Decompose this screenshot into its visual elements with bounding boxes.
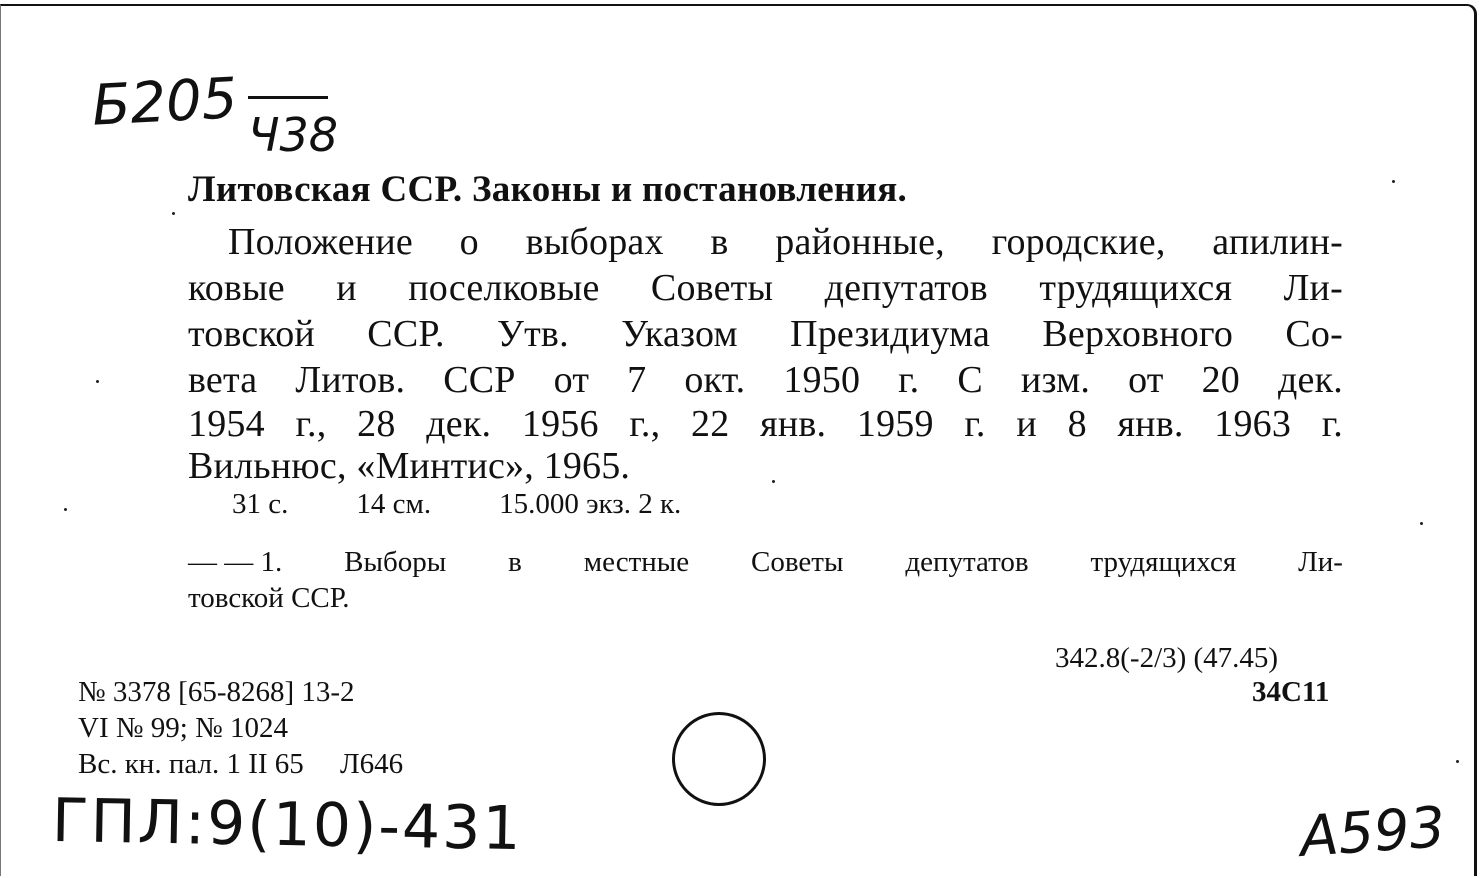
call-number-top: Б205	[90, 66, 239, 139]
tracing-word: в	[508, 546, 522, 578]
call-number-bottom: Ч38	[248, 108, 339, 162]
body-word: о	[459, 221, 479, 263]
tracing-word: трудящихся	[1090, 546, 1237, 578]
body-word: выборах	[525, 221, 664, 263]
body-line-4	[188, 358, 1343, 402]
body-word: трудящихся	[1039, 267, 1233, 309]
body-word: ССР.	[367, 313, 445, 355]
body-word: Указом	[621, 313, 738, 355]
tracing-word: Выборы	[344, 546, 447, 578]
body-word: районные,	[775, 221, 945, 263]
body-word: товской	[188, 313, 315, 355]
body-word: и	[336, 267, 357, 309]
collation-copies-price: 15.000 экз. 2 к.	[499, 488, 682, 520]
body-word: 1956	[521, 403, 599, 445]
body-line-5	[188, 402, 1343, 446]
footer-line-3: Вс. кн. пал. 1 II 65 Л646	[78, 748, 404, 780]
body-word: Президиума	[790, 313, 991, 355]
speck	[172, 212, 175, 215]
body-word: г.	[964, 403, 986, 445]
call-number-rule	[248, 96, 328, 99]
body-word: С	[957, 359, 983, 401]
body-word: 8	[1067, 403, 1087, 445]
body-word: дек.	[1278, 359, 1343, 401]
speck	[64, 508, 67, 511]
classification: 342.8(-2/3) (47.45)	[1055, 642, 1279, 674]
body-word: и	[1016, 403, 1037, 445]
body-word: апилин-	[1212, 221, 1343, 263]
body-line-1	[188, 220, 1343, 264]
body-word: Со-	[1285, 313, 1343, 355]
speck	[772, 480, 775, 483]
body-word: Ли-	[1283, 267, 1343, 309]
body-word: янв.	[1117, 403, 1184, 445]
tracing-word: Советы	[751, 546, 844, 578]
speck	[1456, 760, 1459, 763]
body-word: г.	[1321, 403, 1343, 445]
collation-pages: 31 с.	[232, 488, 289, 520]
body-word: г.,	[295, 403, 327, 445]
handwritten-shelf-mark: ГПЛ:9(10)-431	[51, 785, 524, 865]
author-mark: 34С11	[1252, 676, 1330, 708]
imprint: Вильнюс, «Минтис», 1965.	[188, 445, 631, 487]
footer-line-2: VI № 99; № 1024	[78, 712, 288, 744]
collation	[232, 488, 681, 521]
body-word: поселковые	[408, 267, 600, 309]
body-word: 1963	[1214, 403, 1292, 445]
body-word: 1950	[783, 359, 861, 401]
body-word: городские,	[991, 221, 1166, 263]
body-word: ковые	[188, 267, 285, 309]
body-line-2	[188, 266, 1343, 310]
tracing-line-1	[188, 546, 1343, 579]
body-word: янв.	[760, 403, 827, 445]
body-word: 7	[627, 359, 647, 401]
body-word: вета	[188, 359, 258, 401]
body-word: в	[710, 221, 729, 263]
footer-line-1: № 3378 [65-8268] 13-2	[78, 676, 355, 708]
body-line-3	[188, 312, 1343, 356]
body-word: Литов.	[295, 359, 406, 401]
collation-size: 14 см.	[356, 488, 432, 520]
tracing-word: местные	[583, 546, 690, 578]
body-word: 1954	[188, 403, 265, 445]
speck	[1392, 180, 1395, 183]
body-word: Утв.	[497, 313, 569, 355]
body-word: 20	[1201, 359, 1240, 401]
body-word: Положение	[228, 221, 413, 263]
tracing-word: — — 1.	[188, 546, 283, 578]
tracing-word: Ли-	[1298, 546, 1343, 578]
body-word: дек.	[426, 403, 492, 445]
body-word: 28	[357, 403, 396, 445]
punch-hole	[672, 712, 766, 806]
card-heading: Литовская ССР. Законы и постановления.	[188, 169, 908, 210]
speck	[1420, 522, 1423, 525]
body-word: от	[1128, 359, 1164, 401]
body-word: Советы	[650, 267, 774, 309]
body-word: ССР	[443, 359, 516, 401]
body-word: 22	[691, 403, 730, 445]
tracing-word: депутатов	[905, 546, 1029, 578]
body-word: депутатов	[824, 267, 988, 309]
body-word: Верховного	[1042, 313, 1234, 355]
body-word: окт.	[684, 359, 746, 401]
body-word: г.,	[629, 403, 661, 445]
body-word: изм.	[1020, 359, 1091, 401]
body-word: г.	[898, 359, 920, 401]
tracing-line-2: товской ССР.	[188, 582, 350, 614]
speck	[96, 380, 99, 383]
body-word: от	[553, 359, 590, 401]
body-word: 1959	[856, 403, 934, 445]
handwritten-inventory-number: А593	[1297, 795, 1448, 870]
